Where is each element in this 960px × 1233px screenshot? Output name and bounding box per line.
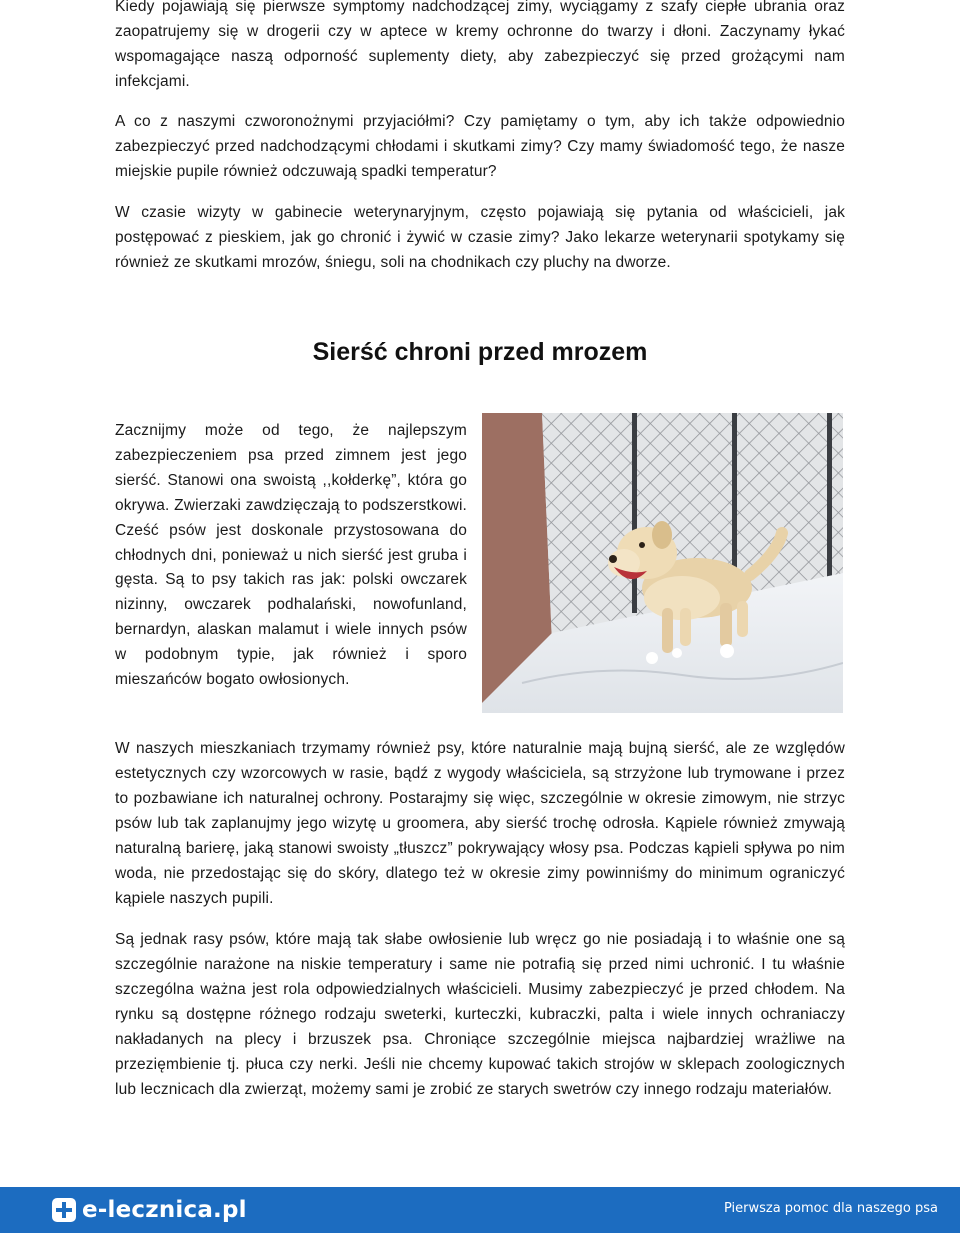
dog-snow-illustration [482,413,843,713]
section-heading: Sierść chroni przed mrozem [312,338,648,366]
fur-paragraph: Zacznijmy może od tego, że najlepszym zabezpieczeniem psa przed zimnem jest jego sierść. Stanowi ona swoistą ,,kołderkę”, która go okrywa. Zwierzaki zawdzięczają to podszerstkowi. Cześć psów jest doskonale przystosowana do chłodnych dni, ponieważ u nich sierść jest gruba i gęsta. Są to psy takich ras jak: polski owczarek nizinny, owczarek podhalański, nowofunland, bernardyn, alaskan malamut i wiele innych psów w podobnym typie, jak również i sporo mieszańców bogato owłosionych. [115,422,467,689]
grooming-paragraph: W naszych mieszkaniach trzymamy również psy, które naturalnie mają bujną sierść, ale ze względów estetycznych czy wzorcowych w rasie, bądź z wygody właściciela, są strzyżone lub trymowane i przez to pozbawiane ich naturalnej ochrony. Postarajmy się więc, szczególnie w okresie zimowym, nie strzyc psów lub tak zaplanujmy jego wizytę u groomera, aby sierść trochę odrosła. Kąpiele również zmywają naturalną barierę, jaką stanowi swoisty „tłuszcz” pokrywający włosy psa. Podczas kąpieli spływa po nim woda, nie przedostając się do skóry, dlatego też w okresie zimy powinniśmy do minimum ograniczyć kąpiele naszych pupili. [115,740,845,907]
intro-paragraph-3: W czasie wizyty w gabinecie weterynaryjnym, często pojawiają się pytania od właścicieli, jak postępować z pieskiem, jak go chronić i żywić w czasie zimy? Jako lekarze weterynarii spotykamy się również ze skutkami mrozów, śniegu, soli na chodnikach czy pluchy na dworze. [115,204,845,271]
article [115,0,845,1102]
footer-bar [0,1187,960,1233]
logo-text: e-lecznica.pl [82,1197,247,1223]
fur-section [115,419,845,719]
site-logo[interactable] [52,1194,247,1226]
intro-paragraph-1: Kiedy pojawiają się pierwsze symptomy nadchodzącej zimy, wyciągamy z szafy ciepłe ubrania oraz zaopatrujemy się w drogerii czy w aptece w kremy ochronne do twarzy i dłoni. Zaczynamy łykać wspomagające naszą odporność suplementy diety, aby zabezpieczyć się przed grożącymi nam infekcjami. [115,0,845,90]
dog-in-snow-photo [482,413,843,713]
medical-cross-icon [52,1198,76,1222]
clothing-paragraph: Są jednak rasy psów, które mają tak słabe owłosienie lub wręcz go nie posiadają i to właśnie one są szczególnie narażone na niskie temperatury i same nie potrafią się przed nimi uchronić. I tu właśnie szczególna ważna jest rola odpowiedzialnych właścicieli. Musimy zabezpieczyć je przed chłodem. Na rynku są dostępne różnego rodzaju sweterki, kurteczki, kubraczki, palta i wiele innych ochraniaczy nakładanych na plecy i brzuszek psa. Chroniące szczególnie miejsca najbardziej wrażliwe na przezięmbienie tj. płuca czy nerki. Jeśli nie chcemy kupować takich strojów w sklepach zoologicznych lub lecznicach dla zwierząt, możemy sami je zrobić ze starych swetrów czy innego rodzaju materiałów. [115,931,845,1098]
intro-paragraph-2: A co z naszymi czworonożnymi przyjaciółmi? Czy pamiętamy o tym, aby ich także odpowiednio zabezpieczyć przed nadchodzącymi chłodami i skutkami zimy? Czy mamy świadomość tego, że nasze miejskie pupile również odczuwają spadki temperatur? [115,113,845,180]
footer-tagline: Pierwsza pomoc dla naszego psa [723,1201,938,1216]
